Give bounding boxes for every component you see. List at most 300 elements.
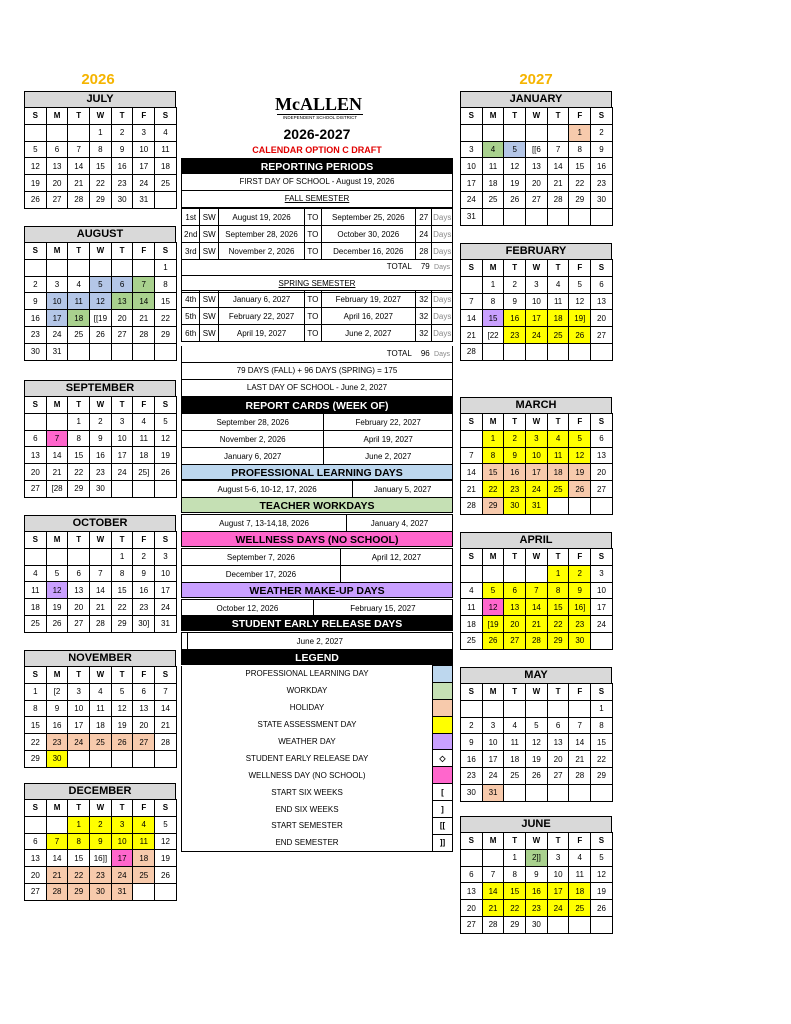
wellness-header: WELLNESS DAYS (NO SCHOOL) — [181, 531, 453, 547]
wellness-date — [340, 566, 452, 583]
calendar-day: 28 — [482, 916, 504, 933]
legend-label: END SIX WEEKS — [182, 801, 433, 818]
calendar-day: 18 — [482, 175, 504, 192]
calendar-day: 9 — [90, 430, 112, 447]
calendar-day: 29 — [155, 326, 177, 343]
wellness-date: April 12, 2027 — [340, 549, 452, 566]
calendar-day: 30 — [591, 191, 613, 208]
weekday-header: F — [133, 667, 155, 684]
draft-label: CALENDAR OPTION C DRAFT — [252, 145, 382, 155]
report-cards — [181, 413, 453, 465]
weekday-header: T — [68, 667, 90, 684]
calendar-day — [591, 784, 613, 801]
calendar-day: 22 — [90, 175, 112, 192]
calendar-day: 3 — [111, 816, 133, 833]
period-n: 32 — [416, 291, 432, 308]
calendar-day: 30 — [461, 784, 483, 801]
month-name: DECEMBER — [24, 783, 176, 799]
calendar-day: 25 — [547, 327, 569, 344]
calendar-day: 16 — [591, 158, 613, 175]
calendar-day: 28 — [461, 497, 483, 514]
calendar-day: 23 — [569, 616, 591, 633]
calendar-day: 24 — [526, 327, 548, 344]
early-release-dates — [181, 632, 453, 650]
calendar-day: 16 — [111, 158, 133, 175]
calendar-day: 28 — [155, 734, 177, 751]
calendar-day: 25 — [482, 191, 504, 208]
calendar-day: 30] — [133, 615, 155, 632]
calendar-day: 17 — [526, 310, 548, 327]
calendar-day: 26 — [155, 464, 177, 481]
prof-learning-dates — [181, 480, 453, 498]
calendar-day: 28 — [68, 191, 90, 208]
calendar-day: 17 — [68, 717, 90, 734]
calendar-day: 4 — [155, 124, 177, 141]
calendar-day: 2 — [25, 276, 47, 293]
calendar-day: 22 — [569, 175, 591, 192]
calendar-day: 19 — [591, 883, 613, 900]
period-d: Days — [432, 226, 453, 243]
calendar-day: 16 — [504, 310, 526, 327]
calendar-day: 7 — [90, 565, 112, 582]
calendar-day — [111, 343, 133, 360]
legend-label: START SIX WEEKS — [182, 784, 433, 801]
weekday-header: S — [25, 667, 47, 684]
calendar-day — [133, 259, 155, 276]
month-november — [24, 650, 176, 768]
calendar-day: 31 — [133, 191, 155, 208]
report-card-date: November 2, 2026 — [182, 431, 324, 448]
calendar-day: 23 — [90, 867, 112, 884]
fall-total — [181, 259, 453, 276]
month-june — [460, 816, 612, 934]
calendar-day: 5 — [569, 430, 591, 447]
weekday-header: T — [111, 532, 133, 549]
calendar-day: 27 — [591, 327, 613, 344]
weekday-header: S — [461, 414, 483, 431]
weekday-header: F — [569, 108, 591, 125]
calendar-day — [68, 548, 90, 565]
calendar-day: 8 — [155, 276, 177, 293]
calendar-day: 7 — [46, 833, 68, 850]
calendar-day — [547, 784, 569, 801]
weather-date-right: February 15, 2027 — [313, 600, 452, 617]
calendar-day — [25, 259, 47, 276]
calendar-day: 19 — [504, 175, 526, 192]
logo-text: McALLEN — [275, 94, 362, 114]
period-end: October 30, 2026 — [321, 226, 415, 243]
prof-date-left: August 5-6, 10-12, 17, 2026 — [182, 481, 353, 498]
calendar-day: 9 — [111, 141, 133, 158]
calendar-day: 7 — [461, 447, 483, 464]
calendar-day: 8 — [68, 430, 90, 447]
calendar-day: 11 — [25, 582, 47, 599]
weekday-header: F — [569, 833, 591, 850]
logo-subtitle: INDEPENDENT SCHOOL DISTRICT — [277, 114, 363, 120]
calendar-day — [133, 750, 155, 767]
period-to: TO — [305, 291, 321, 308]
weekday-header: S — [155, 108, 177, 125]
calendar-day: 5 — [111, 683, 133, 700]
period-end: February 19, 2027 — [321, 291, 415, 308]
weekday-header: F — [569, 260, 591, 277]
calendar-day: 1 — [68, 413, 90, 430]
calendar-day: 15 — [504, 883, 526, 900]
weekday-header: T — [68, 108, 90, 125]
calendar-day: 25 — [569, 900, 591, 917]
calendar-day — [133, 343, 155, 360]
period-to: TO — [305, 209, 321, 226]
calendar-day — [68, 750, 90, 767]
period-to: TO — [305, 243, 321, 260]
calendar-day: 7 — [526, 582, 548, 599]
calendar-day: 10 — [68, 700, 90, 717]
period-sw: SW — [200, 243, 218, 260]
calendar-day: 9 — [591, 141, 613, 158]
calendar-day: 18 — [25, 599, 47, 616]
calendar-day: 23 — [504, 481, 526, 498]
spring-total — [181, 346, 453, 363]
calendar-day: 1 — [90, 124, 112, 141]
calendar-day: 25 — [155, 175, 177, 192]
calendar-day: 28 — [569, 767, 591, 784]
calendar-day: 13 — [526, 158, 548, 175]
calendar-day — [155, 343, 177, 360]
weekday-header: W — [526, 108, 548, 125]
calendar-day: 7 — [46, 430, 68, 447]
calendar-day: 14 — [482, 883, 504, 900]
calendar-day: 30 — [504, 497, 526, 514]
calendar-day: 11 — [68, 293, 90, 310]
calendar-day: 8 — [111, 565, 133, 582]
calendar-day: 25 — [504, 767, 526, 784]
calendar-day — [504, 343, 526, 360]
calendar-day: 31 — [155, 615, 177, 632]
calendar-day: 9 — [461, 734, 483, 751]
calendar-day: 26 — [155, 867, 177, 884]
calendar-day: 17 — [591, 599, 613, 616]
calendar-day — [90, 259, 112, 276]
calendar-day: 1 — [591, 700, 613, 717]
calendar-day: 11 — [90, 700, 112, 717]
calendar-day: 13 — [46, 158, 68, 175]
weekday-header: S — [155, 397, 177, 414]
weekday-header: T — [111, 800, 133, 817]
period-n: 32 — [416, 325, 432, 342]
calendar-day: 15 — [68, 447, 90, 464]
calendar-day: 6 — [25, 430, 47, 447]
weather-date-left: October 12, 2026 — [182, 600, 314, 617]
calendar-day: 7 — [155, 683, 177, 700]
calendar-day: 7 — [461, 293, 483, 310]
month-name: JULY — [24, 91, 176, 107]
calendar-day: 5 — [526, 717, 548, 734]
first-day: FIRST DAY OF SCHOOL - August 19, 2026 — [181, 174, 453, 191]
calendar-day: 17 — [461, 175, 483, 192]
workday-right: January 4, 2027 — [346, 515, 452, 532]
calendar-day: 13 — [25, 447, 47, 464]
period-from: April 19, 2027 — [218, 325, 304, 342]
calendar-day: 24 — [111, 867, 133, 884]
calendar-day: 2 — [133, 548, 155, 565]
calendar-day: 27 — [25, 883, 47, 900]
calendar-day: 9 — [526, 866, 548, 883]
calendar-day: 27 — [111, 326, 133, 343]
legend-label: WORKDAY — [182, 682, 433, 699]
weekday-header: S — [461, 549, 483, 566]
calendar-day: 24 — [461, 191, 483, 208]
calendar-day: 4 — [133, 816, 155, 833]
calendar-day: 26 — [25, 191, 47, 208]
calendar-day: 11 — [569, 866, 591, 883]
calendar-day: 1 — [547, 565, 569, 582]
calendar-day: 6 — [133, 683, 155, 700]
calendar-day: 20 — [46, 175, 68, 192]
year-left: 2026 — [81, 71, 115, 88]
calendar-day: 21 — [482, 900, 504, 917]
month-name: MARCH — [460, 397, 612, 413]
spring-total-days: Days — [434, 351, 450, 358]
spring-semester-label: SPRING SEMESTER — [181, 276, 453, 293]
calendar-day: 29 — [90, 191, 112, 208]
calendar-day: 29 — [111, 615, 133, 632]
weekday-header: W — [526, 414, 548, 431]
calendar-day: 10 — [461, 158, 483, 175]
weekday-header: S — [25, 108, 47, 125]
calendar-day — [25, 548, 47, 565]
calendar-day: 27 — [68, 615, 90, 632]
calendar-day — [25, 413, 47, 430]
calendar-day: 1 — [155, 259, 177, 276]
period-d: Days — [432, 291, 453, 308]
calendar-day: 26 — [111, 734, 133, 751]
year-right: 2027 — [519, 71, 553, 88]
calendar-day: 9 — [504, 447, 526, 464]
calendar-day — [504, 124, 526, 141]
weekday-header: F — [569, 414, 591, 431]
calendar-day — [504, 784, 526, 801]
month-name: JANUARY — [460, 91, 612, 107]
weekday-header: S — [155, 667, 177, 684]
calendar-day: 8 — [482, 293, 504, 310]
calendar-day — [569, 916, 591, 933]
calendar-day: 21 — [68, 175, 90, 192]
calendar-day: 25 — [461, 632, 483, 649]
calendar-title: 2026-2027 — [283, 126, 351, 142]
calendar-day: 13 — [25, 850, 47, 867]
calendar-day: 20 — [591, 464, 613, 481]
calendar-day: 28 — [547, 191, 569, 208]
calendar-day — [155, 750, 177, 767]
calendar-day: 18 — [155, 158, 177, 175]
weekday-header: M — [482, 414, 504, 431]
weekday-header: W — [526, 684, 548, 701]
calendar-day: 20 — [68, 599, 90, 616]
weekday-header: T — [547, 549, 569, 566]
calendar-day: 2 — [569, 565, 591, 582]
calendar-day: 23 — [111, 175, 133, 192]
calendar-day: 15 — [68, 850, 90, 867]
calendar-day: 13 — [133, 700, 155, 717]
weekday-header: T — [111, 667, 133, 684]
calendar-day: 17 — [133, 158, 155, 175]
calendar-day: 20 — [461, 900, 483, 917]
calendar-day: 23 — [591, 175, 613, 192]
calendar-day: 5 — [569, 276, 591, 293]
calendar-day: 16 — [504, 464, 526, 481]
weekday-header: S — [155, 800, 177, 817]
weekday-header: W — [90, 667, 112, 684]
calendar-day: 7 — [68, 141, 90, 158]
calendar-day: 31 — [461, 208, 483, 225]
calendar-day: 29 — [25, 750, 47, 767]
calendar-day: 1 — [569, 124, 591, 141]
calendar-day: 2 — [504, 430, 526, 447]
legend-label: STATE ASSESSMENT DAY — [182, 716, 433, 733]
weekday-header: T — [547, 260, 569, 277]
calendar-day: 16 — [133, 582, 155, 599]
month-february — [460, 243, 612, 361]
calendar-day: [22 — [482, 327, 504, 344]
calendar-day: 5 — [46, 565, 68, 582]
calendar-day: 14 — [461, 464, 483, 481]
calendar-day — [591, 632, 613, 649]
calendar-day: 30 — [25, 343, 47, 360]
calendar-day: 12 — [482, 599, 504, 616]
legend-swatch: ]] — [433, 834, 453, 851]
weekday-header: T — [547, 684, 569, 701]
calendar-day: 30 — [90, 480, 112, 497]
calendar-day: 3 — [547, 849, 569, 866]
district-logo — [275, 88, 365, 122]
calendar-day — [482, 208, 504, 225]
period-to: TO — [305, 325, 321, 342]
calendar-day: 20 — [133, 717, 155, 734]
calendar-day: 8 — [25, 700, 47, 717]
calendar-day: 11 — [547, 447, 569, 464]
calendar-day: 2 — [461, 717, 483, 734]
calendar-day: 24 — [133, 175, 155, 192]
report-cards-header: REPORT CARDS (WEEK OF) — [181, 397, 453, 413]
calendar-day: 6 — [46, 141, 68, 158]
calendar-day: 1 — [68, 816, 90, 833]
fall-total-label: TOTAL — [386, 262, 412, 271]
calendar-day: 4 — [482, 141, 504, 158]
calendar-day: 2 — [111, 124, 133, 141]
calendar-day — [25, 816, 47, 833]
legend-label: HOLIDAY — [182, 699, 433, 716]
calendar-day: 14 — [133, 293, 155, 310]
weekday-header: T — [68, 243, 90, 260]
calendar-day — [155, 883, 177, 900]
weekday-header: T — [504, 684, 526, 701]
calendar-day — [591, 916, 613, 933]
calendar-day: 3 — [526, 430, 548, 447]
weekday-header: W — [526, 549, 548, 566]
calendar-day: 12 — [111, 700, 133, 717]
weekday-header: M — [46, 800, 68, 817]
calendar-day: 28 — [133, 326, 155, 343]
weekday-header: S — [25, 243, 47, 260]
calendar-day — [569, 497, 591, 514]
calendar-day: 21 — [461, 481, 483, 498]
calendar-day: 5 — [591, 849, 613, 866]
calendar-day — [547, 700, 569, 717]
period-from: November 2, 2026 — [218, 243, 304, 260]
report-card-date: April 19, 2027 — [324, 431, 453, 448]
calendar-day: 20 — [504, 616, 526, 633]
period-p: 1st — [182, 209, 200, 226]
calendar-day: 14 — [547, 158, 569, 175]
calendar-day: 30 — [90, 883, 112, 900]
prof-date-right: January 5, 2027 — [353, 481, 453, 498]
weekday-header: T — [68, 532, 90, 549]
calendar-day: 31 — [111, 883, 133, 900]
weekday-header: T — [504, 414, 526, 431]
calendar-day: 16 — [25, 310, 47, 327]
month-name: FEBRUARY — [460, 243, 612, 259]
calendar-day — [461, 700, 483, 717]
legend-label: WEATHER DAY — [182, 733, 433, 750]
weather-header: WEATHER MAKE-UP DAYS — [181, 582, 453, 598]
calendar-day: 6 — [111, 276, 133, 293]
calendar-day: 6 — [547, 717, 569, 734]
weekday-header: T — [111, 108, 133, 125]
calendar-day: 22 — [25, 734, 47, 751]
period-n: 28 — [416, 243, 432, 260]
calendar-day: 21 — [133, 310, 155, 327]
weekday-header: T — [111, 243, 133, 260]
calendar-day: 24 — [526, 481, 548, 498]
calendar-day: 18 — [504, 751, 526, 768]
days-summary: 79 DAYS (FALL) + 96 DAYS (SPRING) = 175 — [181, 363, 453, 380]
weekday-header: M — [482, 684, 504, 701]
calendar-day: 24 — [68, 734, 90, 751]
calendar-day: 27 — [547, 767, 569, 784]
calendar-day: 19 — [111, 717, 133, 734]
weekday-header: F — [569, 684, 591, 701]
calendar-day: 19 — [155, 447, 177, 464]
calendar-day: 1 — [25, 683, 47, 700]
legend-label: START SEMESTER — [182, 818, 433, 835]
calendar-day: 1 — [482, 276, 504, 293]
calendar-day: 28 — [526, 632, 548, 649]
calendar-day: 13 — [68, 582, 90, 599]
calendar-day — [504, 208, 526, 225]
calendar-day — [155, 480, 177, 497]
calendar-day: 14 — [90, 582, 112, 599]
period-d: Days — [432, 325, 453, 342]
calendar-day: 13 — [461, 883, 483, 900]
period-end: April 16, 2027 — [321, 308, 415, 325]
calendar-day: 17 — [155, 582, 177, 599]
calendar-day: 16]] — [90, 850, 112, 867]
calendar-day: 2]] — [526, 849, 548, 866]
weekday-header: S — [461, 684, 483, 701]
calendar-day: 10 — [46, 293, 68, 310]
calendar-day: 24 — [591, 616, 613, 633]
calendar-day: 25 — [68, 326, 90, 343]
calendar-day: 14 — [68, 158, 90, 175]
report-card-date: February 22, 2027 — [324, 414, 453, 431]
period-from: August 19, 2026 — [218, 209, 304, 226]
calendar-day: 23 — [133, 599, 155, 616]
calendar-day: 22 — [68, 867, 90, 884]
weekday-header: W — [526, 833, 548, 850]
weekday-header: S — [155, 243, 177, 260]
calendar-day: 12 — [504, 158, 526, 175]
calendar-day: 4 — [461, 582, 483, 599]
